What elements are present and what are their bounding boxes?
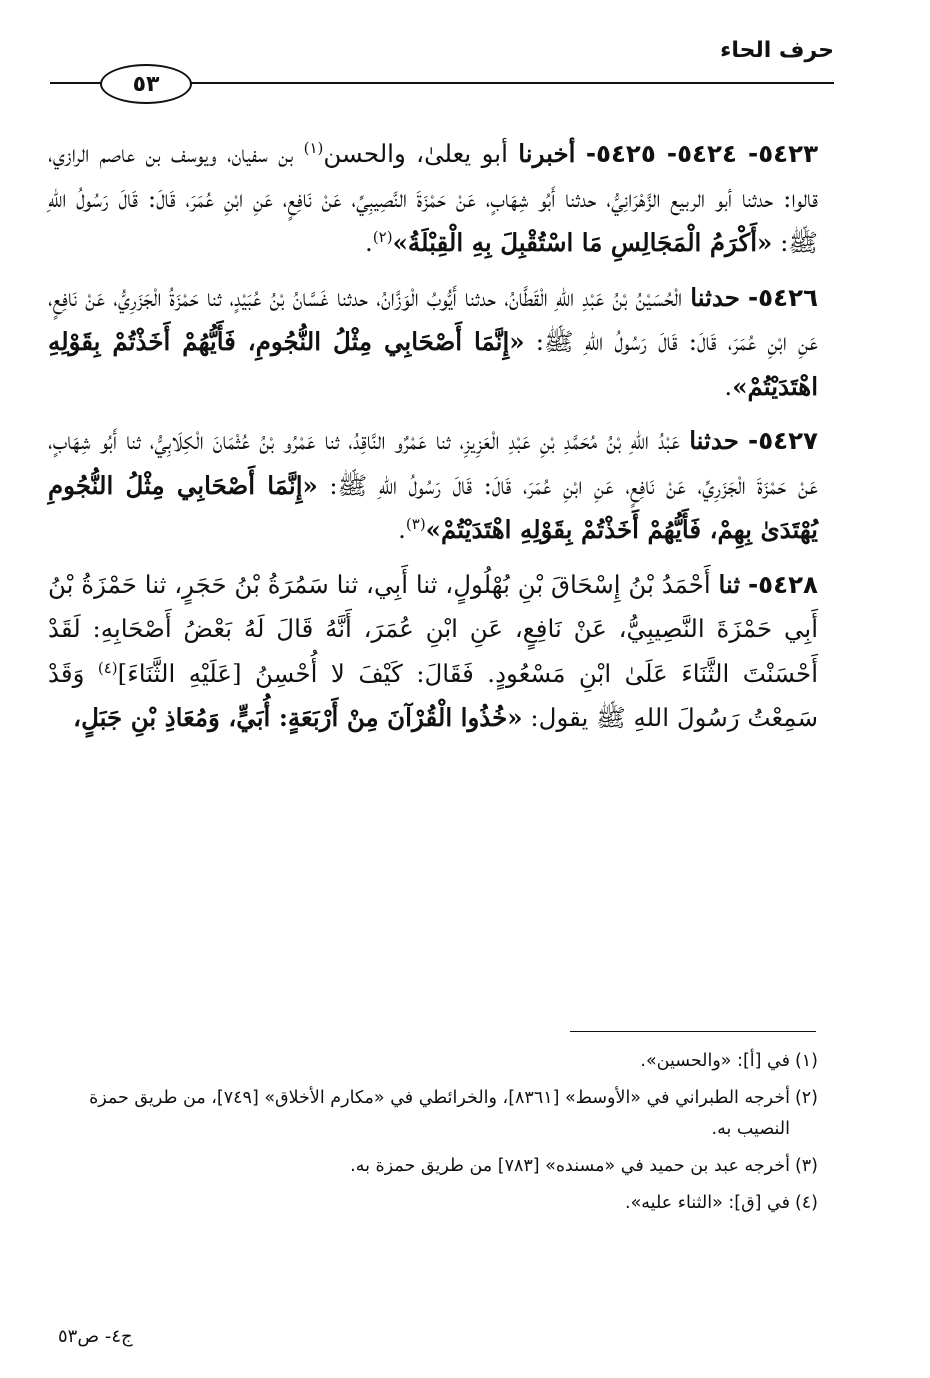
hadith-number: ٥٤٢٣- ٥٤٢٤- ٥٤٢٥- [585,139,819,168]
footnote-text: في [ق]: «الثناء عليه». [625,1193,790,1213]
footnote-2 [48,1083,818,1145]
hadith-text: الْحُسَيْنُ بْنُ عَبْدِ اللهِ الْقَطَّانُ، حدثنا أَيُّوبُ الْوَزَّانُ، حدثنا غَسَّانُ بْنُ عُبَيْدٍ، ثنا حَمْزَةُ الْجَزَرِيُّ، عَنْ نَافِعٍ، عَنِ ابْنِ عُمَرَ، قَالَ: قَالَ رَسُولُ اللهِ ﷺ: [48,282,818,356]
footnote-text: أخرجه عبد بن حميد في «مسنده» [٧٨٣] من طريق حمزة به. [350,1156,790,1176]
hadith-5428 [48,563,818,741]
prophetic-quote: «خُذُوا الْقُرْآنَ مِنْ أَرْبَعَةٍ: أُبَيٍّ، وَمُعَاذِ بْنِ جَبَلٍ، [73,703,523,732]
hadith-text: أبو يعلىٰ، والحسن [323,139,508,168]
transmission-term: حدثنا [690,282,740,312]
sentence-end: . [365,228,373,257]
hadith-number: ٥٤٢٨- [747,569,818,599]
footnote-3 [48,1151,818,1182]
hadith-text: وَقَدْ سَمِعْتُ رَسُولَ اللهِ ﷺ يقول: [48,658,818,732]
hadith-text: أَحْمَدُ بْنُ إِسْحَاقَ بْنِ بُهْلُولٍ، ثنا أَبِي، ثنا سَمُرَةُ بْنُ حَجَرٍ، ثنا حَمْزَةُ بْنُ أَبِي حَمْزَةَ النَّصِيبِيُّ، عَنْ نَافِعٍ، عَنِ ابْنِ عُمَرَ، أَنَّهُ قَالَ لَهُ بَعْضُ أَصْحَابِهِ: لَقَدْ أَحْسَنْتَ الثَّنَاءَ عَلَىٰ ابْنِ مَسْعُودٍ. فَقَالَ: كَيْفَ لا أُحْسِنُ [عَلَيْهِ الثَّنَاءَ] [48,569,818,688]
page-number: ٥٣ [132,71,160,97]
footnote-ref: (٤) [97,658,118,677]
footnote-ref: (١) [303,138,324,157]
prophetic-quote: «إِنَّمَا أَصْحَابِي مِثْلُ النُّجُومِ يُهْتَدَىٰ بِهِمْ، فَأَيُّهُمْ أَخَذْتُمْ بِقَوْلِهِ اهْتَدَيْتُمْ» [48,470,818,544]
hadith-5423 [48,132,818,266]
footnote-1 [48,1046,818,1077]
footnote-separator [570,1031,816,1032]
footnote-4 [48,1188,818,1219]
footnotes [48,1046,818,1225]
footnote-text: في [أ]: «والحسين». [640,1051,790,1071]
transmission-term: حدثنا [689,426,739,455]
volume-page-footer: ج٤- ص٥٣ [58,1326,133,1347]
prophetic-quote: «إِنَّمَا أَصْحَابِي مِثْلُ النُّجُومِ، فَأَيُّهُمْ أَخَذْتُمْ بِقَوْلِهِ اهْتَدَيْتُمْ» [48,327,818,401]
footnote-number: (٢) [794,1088,818,1108]
hadith-5426 [48,276,818,410]
footnote-number: (٣) [794,1156,818,1176]
hadith-number: ٥٤٢٦- [748,282,818,312]
main-text [48,132,818,751]
sentence-end: . [724,371,733,401]
footnote-ref: (٢) [372,227,393,246]
hadith-5427 [48,419,818,553]
hadith-number: ٥٤٢٧- [748,426,819,455]
transmission-term: أخبرنا [518,139,576,168]
footnote-ref: (٣) [405,514,426,533]
transmission-term: ثنا [718,569,741,599]
hadith-text: عَبْدُ اللهِ بْنُ مُحَمَّدِ بْنِ عَبْدِ الْعَزِيزِ، ثنا عَمْرٌو النَّاقِدُ، ثنا عَمْرُو بْنُ عُثْمَانَ الْكِلَابِيُّ، ثنا أَبُو شِهَابٍ، عَنْ حَمْزَةَ الْجَزَرِيِّ، عَنْ نَافِعٍ، عَنِ ابْنِ عُمَرَ، قَالَ: قَالَ رَسُولُ اللهِ ﷺ: [48,426,818,500]
running-header: حرف الحاء [720,38,834,63]
footnote-text: أخرجه الطبراني في «الأوسط» [٨٣٦١]، والخرائطي في «مكارم الأخلاق» [٧٤٩]، من طريق حمزة النصيب به. [89,1088,790,1139]
page-number-badge [100,64,192,104]
footnote-number: (٤) [794,1193,818,1213]
footnote-number: (١) [794,1051,818,1071]
prophetic-quote: «أَكْرَمُ الْمَجَالِسِ مَا اسْتُقْبِلَ بِهِ الْقِبْلَةُ» [392,228,773,257]
hadith-text: بن سفيان، ويوسف بن عاصم الرازي، قالوا: حدثنا أبو الربيع الزَّهْرَانِيُّ، حدثنا أَبُو شِهَابٍ، عَنْ حَمْزَةَ النَّصِيبِيِّ، عَنْ نَافِعٍ، عَنِ ابْنِ عُمَرَ، قَالَ: قَالَ رَسُولُ اللهِ ﷺ: [48,139,818,257]
sentence-end: . [398,515,406,544]
